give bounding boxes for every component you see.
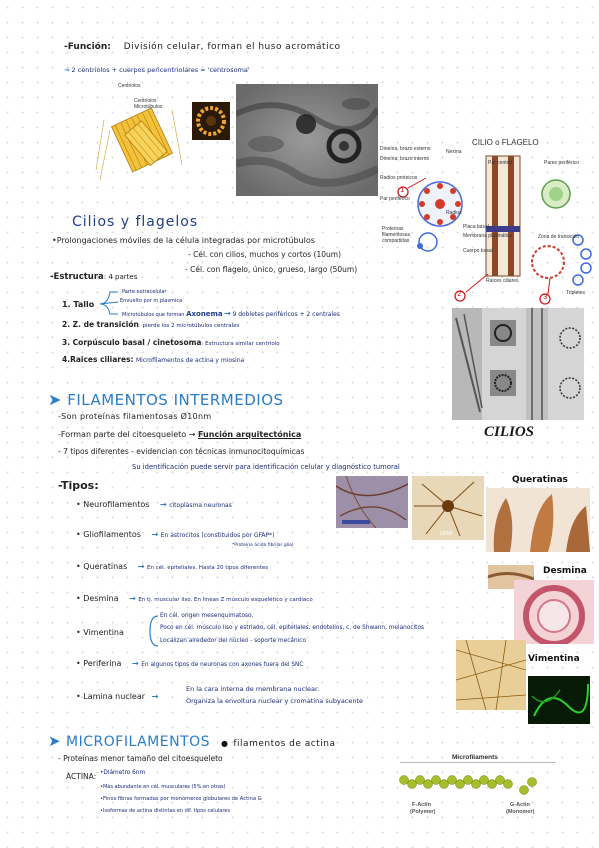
cilia-fig-title: CILIO o FLAGELO bbox=[472, 138, 539, 147]
marker-number-3: 3 bbox=[543, 293, 548, 301]
actin-filament-diagram bbox=[398, 768, 538, 802]
intermedios-line2 bbox=[58, 430, 301, 439]
arrow-icon: → bbox=[132, 659, 139, 668]
micro-heading-line bbox=[48, 732, 336, 750]
centrosome-label-2: Centriolos bbox=[134, 98, 157, 104]
cilia-label-14: Raíces ciliares bbox=[486, 278, 519, 284]
cilia-label-1: Dineína, brazo externo bbox=[380, 146, 431, 152]
centrosome-label-1: Centriolos bbox=[118, 83, 141, 89]
cilia-label-10: Placa basal bbox=[463, 224, 489, 230]
tallo-c: Microtúbulos que forman bbox=[122, 312, 185, 318]
tallo-brace bbox=[98, 288, 120, 318]
cilia-label-2: Dineína, brazo interno bbox=[380, 156, 430, 162]
centrioles-line bbox=[64, 66, 250, 74]
f-actin-sub: (Polymer) bbox=[410, 809, 436, 815]
funcion-line bbox=[64, 42, 341, 52]
g-actin-label: G-Actin bbox=[510, 802, 530, 808]
intermedios-line2b: Función arquitectónica bbox=[197, 430, 302, 439]
tipo-desmina-desc: En tj. muscular liso. En lineas Z músculo esquelético y cardíaco bbox=[138, 597, 313, 603]
keratin-image bbox=[486, 488, 590, 552]
cilia-label-12: Cuerpo basal bbox=[463, 248, 493, 254]
arrow-icon: → bbox=[129, 594, 136, 603]
cilios-def: •Prolongaciones móviles de la célula integradas por microtúbulos bbox=[52, 236, 315, 245]
cilia-label-6: Nexina bbox=[446, 149, 462, 155]
queratinas-img-label: Queratinas bbox=[512, 475, 568, 485]
tipo-vimentina-name: Vimentina bbox=[83, 628, 124, 637]
cilia-label-11: Membrana plasmática bbox=[463, 233, 513, 239]
tallo-a: Parte extracelular bbox=[122, 289, 167, 295]
estructura-parts: : 4 partes bbox=[103, 273, 138, 281]
tipo-quera-name: Queratinas bbox=[83, 562, 128, 571]
axonema-term: Axonema bbox=[186, 310, 223, 318]
tipo-neuro-desc: citoplasma neuronas bbox=[169, 502, 232, 509]
tipo-periferina-desc: En algunos tipos de neuronas con axones fuera del SNC bbox=[141, 662, 304, 668]
micro-heading: MICROFILAMENTOS bbox=[66, 734, 210, 750]
axonema-desc: 9 dobletes periféricos + 2 centrales bbox=[232, 311, 340, 318]
actina-bullet-2: •Más abundante en cél. musculares (5% en otras) bbox=[100, 784, 226, 790]
tipo-lamina-desc2: Organiza la envoltura nuclear y cromatina subyacente bbox=[186, 697, 364, 705]
tallo-b: Envuelto por m.plasmica bbox=[120, 298, 183, 304]
cilia-label-15: Tripletes bbox=[566, 290, 585, 296]
em-micrograph bbox=[236, 84, 378, 196]
cilios-heading: Cilios y flagelos bbox=[72, 214, 199, 230]
chevron-right-icon: ➤ bbox=[48, 732, 62, 750]
tipo-lamina: • Lamina nuclear → bbox=[76, 692, 159, 701]
tallo-label: 1. Tallo bbox=[62, 300, 95, 309]
chevron-right-icon: ➤ bbox=[48, 390, 62, 409]
raices-desc: Microfilamentos de actina y miosina bbox=[135, 357, 245, 364]
intermedios-line3: - 7 tipos diferentes - evidencian con técnicas inmunocitoquímicas bbox=[58, 447, 305, 456]
arrow-icon: → bbox=[159, 500, 167, 509]
tipo-desmina-name: Desmina bbox=[83, 594, 119, 603]
zona-line bbox=[62, 320, 239, 329]
cilios-caption: CILIOS bbox=[484, 424, 535, 440]
microfilaments-fig-title: Microfilaments bbox=[452, 754, 498, 761]
estructura-line bbox=[50, 272, 137, 282]
cilia-label-13: Zona de transición bbox=[538, 234, 580, 240]
tipo-neuro-name: Neurofilamentos bbox=[83, 500, 150, 509]
gfap-label: GFAP bbox=[440, 531, 453, 537]
arrow-icon: → bbox=[64, 66, 70, 74]
zona-label: 2. Z. de transición bbox=[62, 320, 139, 329]
corp-label: 3. Corpúsculo basal / cinetosoma bbox=[62, 338, 202, 347]
tipo-quera: • Queratinas → En cél. epiteliales. Hasta 20 tipos diferentes bbox=[76, 562, 269, 571]
intermedios-line4: Su identificación puede servir para identificación celular y diagnóstico tumoral bbox=[132, 463, 400, 471]
cilia-label-9: Radios bbox=[446, 210, 462, 216]
cilios-cel1: - Cél. con cilios, muchos y cortos (10um) bbox=[188, 250, 341, 259]
tipo-periferina: • Periferina → En algunos tipos de neuronas con axones fuera del SNC bbox=[76, 659, 304, 668]
tipos-label: -Tipos: bbox=[58, 479, 99, 492]
tipo-neuro: • Neurofilamentos → citoplasma neuronas bbox=[76, 500, 232, 509]
lamina-image bbox=[528, 676, 590, 724]
cilia-label-4: Par periférico bbox=[380, 196, 410, 202]
funcion-label: -Función: bbox=[64, 42, 111, 52]
tipo-vimentina-desc2: Poco en cél. músculo liso y estriado, cél. epiteliales, endotelios, c. de Shwann, melanocitos bbox=[160, 625, 425, 631]
raices-label: 4.Raices ciliares: bbox=[62, 355, 134, 364]
arrow-icon: → bbox=[137, 562, 145, 571]
marker-number-2: 2 bbox=[457, 290, 462, 298]
actina-bullet-3: •Finos fibras formadas por monómeros globulares de Actina G bbox=[100, 796, 262, 802]
cilia-label-3: Radios proteicos bbox=[380, 175, 418, 181]
corp-line bbox=[62, 338, 280, 347]
tipo-vimentina-desc1: En cél. origen mesenquimatoso. bbox=[160, 613, 254, 619]
arrow-icon: → bbox=[151, 692, 159, 701]
tipo-periferina-name: Periferina bbox=[83, 659, 122, 668]
estructura-label: -Estructura bbox=[50, 272, 104, 282]
tallo-c-line bbox=[122, 309, 340, 318]
neurofilament-image bbox=[336, 476, 408, 528]
intermedios-heading: FILAMENTOS INTERMEDIOS bbox=[67, 391, 284, 409]
micro-line1: - Proteínas menor tamaño del citoesqueleto bbox=[58, 754, 223, 763]
f-actin-label: F-Actin bbox=[412, 802, 431, 808]
vimentin-image bbox=[456, 640, 526, 710]
cilia-label-7: Par central bbox=[488, 160, 513, 166]
g-actin-sub: (Monomer) bbox=[506, 809, 535, 815]
arrow-icon: → bbox=[151, 530, 159, 539]
cilia-label-8: Pares periférico bbox=[544, 160, 580, 166]
cilia-micrograph bbox=[452, 308, 584, 420]
vimentina-brace bbox=[146, 612, 160, 650]
tipo-desmina: • Desmina → En tj. muscular liso. En lineas Z músculo esquelético y cardíaco bbox=[76, 594, 313, 603]
raices-line bbox=[62, 355, 244, 364]
centrosome-label-3: Microtúbulos bbox=[134, 104, 163, 110]
bullet-dot-icon: ● bbox=[220, 739, 229, 748]
vimentina-img-label: Vimentina bbox=[528, 654, 580, 664]
cilia-label-5: Proteínas filamentosas compartidas bbox=[382, 226, 411, 244]
tipo-vimentina-desc3: Localizan alrededor del núcleo - soporte mecánico bbox=[160, 638, 306, 644]
centrosome-diagram bbox=[92, 80, 242, 188]
cilios-cel2: - Cél. con flagelo, único, grueso, largo (50um) bbox=[185, 265, 358, 274]
actina-label: ACTINA: bbox=[66, 772, 97, 781]
zona-desc: : pierde los 2 microtúbulos centrales bbox=[138, 323, 240, 329]
tipo-quera-desc: En cél. epiteliales. Hasta 20 tipos diferentes bbox=[147, 565, 269, 571]
intermedios-heading-line bbox=[48, 390, 284, 409]
corp-desc: : Estructura similar centriolo bbox=[201, 341, 280, 347]
tipo-glio: • Gliofilamentos → En astrocitos (constituidos por GFAP*) bbox=[76, 530, 275, 539]
desmin-image bbox=[514, 580, 594, 644]
fig-divider bbox=[400, 762, 556, 763]
desmina-img-label: Desmina bbox=[543, 566, 587, 576]
actina-bullet-4: •Isoformas de actina distintas en dif. tipos celulares bbox=[100, 808, 230, 814]
marker-number-1: 1 bbox=[400, 186, 405, 194]
tipo-glio-name: Gliofilamentos bbox=[83, 530, 141, 539]
tipo-glio-note: *Proteína ácida fibrilar glial bbox=[232, 543, 294, 548]
tipo-vimentina: • Vimentina bbox=[76, 628, 124, 637]
tipo-lamina-desc1: En la cara interna de membrana nuclear. bbox=[186, 685, 320, 693]
micro-sub: filamentos de actina bbox=[233, 739, 336, 749]
funcion-text: División celular, forman el huso acromático bbox=[123, 42, 341, 52]
arrow-icon: → bbox=[224, 309, 231, 318]
centrioles-text: 2 centriolos + cuerpos pericentriolares = 'centrosoma' bbox=[71, 66, 250, 74]
tipo-glio-desc: En astrocitos (constituidos por GFAP*) bbox=[160, 532, 275, 539]
tipo-lamina-name: Lamina nuclear bbox=[83, 692, 146, 701]
intermedios-line1: -Son proteínas filamentosas Ø10nm bbox=[58, 412, 212, 421]
intermedios-line2a: -Forman parte del citoesqueleto → bbox=[58, 430, 196, 439]
actina-bullet-1: •Diámetro 6nm bbox=[100, 770, 146, 776]
